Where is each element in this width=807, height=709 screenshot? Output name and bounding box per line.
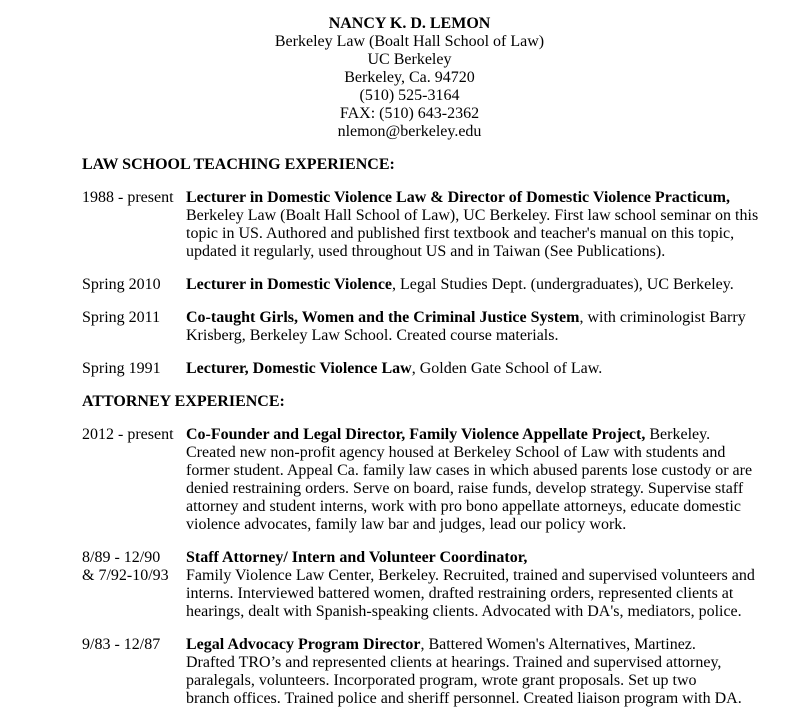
description-bold-text: Co-taught Girls, Women and the Criminal Justice System (186, 309, 580, 326)
experience-entry (82, 636, 742, 708)
entry-description (186, 309, 746, 345)
entry-dates (82, 309, 186, 345)
description-text: , Legal Studies Dept. (undergraduates), UC Berkeley. (392, 276, 734, 293)
entry-description (186, 276, 737, 294)
description-text: hearings, dealt with Spanish-speaking clients. Advocated with DA's, mediators, police. (186, 603, 742, 620)
entry-description (186, 636, 742, 708)
date-line: Spring 1991 (82, 360, 161, 377)
description-text: interns. Interviewed battered women, drafted restraining orders, represented clients at (186, 585, 734, 602)
section-heading: LAW SCHOOL TEACHING EXPERIENCE: (82, 156, 395, 173)
description-text: , Battered Women's Alternatives, Martinez. (420, 636, 696, 653)
entry-dates (82, 189, 186, 261)
description-line (186, 243, 758, 261)
contact-line: (510) 525-3164 (359, 87, 460, 104)
description-line (186, 585, 755, 603)
description-text: former student. Appeal Ca. family law cases in which abused parents lose custody or are (186, 462, 753, 479)
description-line (186, 462, 752, 480)
description-text: paralegals, volunteers. Incorporated program, wrote grant proposals. Set up two (186, 672, 697, 689)
entry-dates (82, 426, 186, 534)
entry-description (186, 549, 755, 621)
contact-line: Berkeley, Ca. 94720 (344, 69, 475, 86)
experience-entry (82, 549, 755, 621)
contact-line: FAX: (510) 643-2362 (339, 105, 480, 122)
person-name: NANCY K. D. LEMON (328, 15, 491, 32)
description-line (186, 207, 758, 225)
description-text: Created new non-profit agency housed at Berkeley School of Law with students and (186, 444, 726, 461)
description-text: topic in US. Authored and published first textbook and teacher's manual on this topic, (186, 225, 735, 242)
description-line (186, 309, 746, 327)
entry-dates (82, 636, 186, 708)
description-text: denied restraining orders. Serve on board, raise funds, develop strategy. Supervise staff (186, 480, 744, 497)
description-line (186, 225, 758, 243)
section (82, 393, 755, 708)
description-line (186, 672, 742, 690)
description-text: updated it regularly, used throughout US and in Taiwan (See Publications). (186, 243, 666, 260)
section-heading: ATTORNEY EXPERIENCE: (82, 393, 285, 410)
section (82, 156, 759, 378)
description-text: Berkeley. (645, 426, 711, 443)
experience-entry (82, 360, 737, 378)
description-text: violence advocates, family law bar and judges, lead our policy work. (186, 516, 627, 533)
entry-dates (82, 276, 186, 294)
entry-dates (82, 360, 186, 378)
description-bold-text: Legal Advocacy Program Director (186, 636, 421, 653)
description-line (186, 276, 737, 294)
description-line (186, 426, 752, 444)
description-line (186, 189, 758, 207)
description-text: , with criminologist Barry (579, 309, 746, 326)
entry-description (186, 360, 737, 378)
description-line (186, 636, 742, 654)
resume-body (82, 156, 759, 708)
entry-description (186, 189, 758, 261)
entry-dates (82, 549, 186, 621)
date-line: 9/83 - 12/87 (82, 636, 161, 653)
description-text: Family Violence Law Center, Berkeley. Recruited, trained and supervised volunteers and (186, 567, 755, 584)
description-text: , Golden Gate School of Law. (411, 360, 603, 377)
date-line: 8/89 - 12/90 (82, 549, 161, 566)
resume-header (82, 15, 737, 141)
description-line (186, 480, 752, 498)
contact-line: UC Berkeley (367, 51, 452, 68)
description-bold-text: Lecturer, Domestic Violence Law (186, 360, 412, 377)
description-line (186, 690, 742, 708)
description-line (186, 444, 752, 462)
description-text: Drafted TRO’s and represented clients at hearings. Trained and supervised attorney, (186, 654, 722, 671)
description-line (186, 549, 755, 567)
entry-description (186, 426, 752, 534)
description-line (186, 516, 752, 534)
description-text: attorney and student interns, work with pro bono appellate attorneys, educate domestic (186, 498, 741, 515)
description-line (186, 498, 752, 516)
description-line (186, 360, 737, 378)
description-bold-text: Co-Founder and Legal Director, Family Violence Appellate Project, (186, 426, 646, 443)
date-line: 2012 - present (82, 426, 174, 443)
date-line: & 7/92-10/93 (82, 567, 169, 584)
description-text: branch offices. Trained police and sheriff personnel. Created liaison program with DA. (186, 690, 742, 707)
description-bold-text: Staff Attorney/ Intern and Volunteer Coordinator, (186, 549, 528, 566)
contact-info (82, 33, 737, 141)
description-bold-text: Lecturer in Domestic Violence (186, 276, 393, 293)
experience-entry (82, 189, 759, 261)
experience-entry (82, 309, 746, 345)
description-bold-text: Lecturer in Domestic Violence Law & Director of Domestic Violence Practicum, (186, 189, 730, 206)
description-line (186, 603, 755, 621)
experience-entry (82, 426, 753, 534)
description-line (186, 567, 755, 585)
contact-line: Berkeley Law (Boalt Hall School of Law) (274, 33, 545, 50)
description-line (186, 654, 742, 672)
contact-line: nlemon@berkeley.edu (337, 123, 482, 140)
description-line (186, 327, 746, 345)
description-text: Krisberg, Berkeley Law School. Created course materials. (186, 327, 559, 344)
date-line: Spring 2010 (82, 276, 161, 293)
experience-entry (82, 276, 737, 294)
date-line: Spring 2011 (82, 309, 161, 326)
date-line: 1988 - present (82, 189, 174, 206)
description-text: Berkeley Law (Boalt Hall School of Law), UC Berkeley. First law school seminar on this (186, 207, 759, 224)
